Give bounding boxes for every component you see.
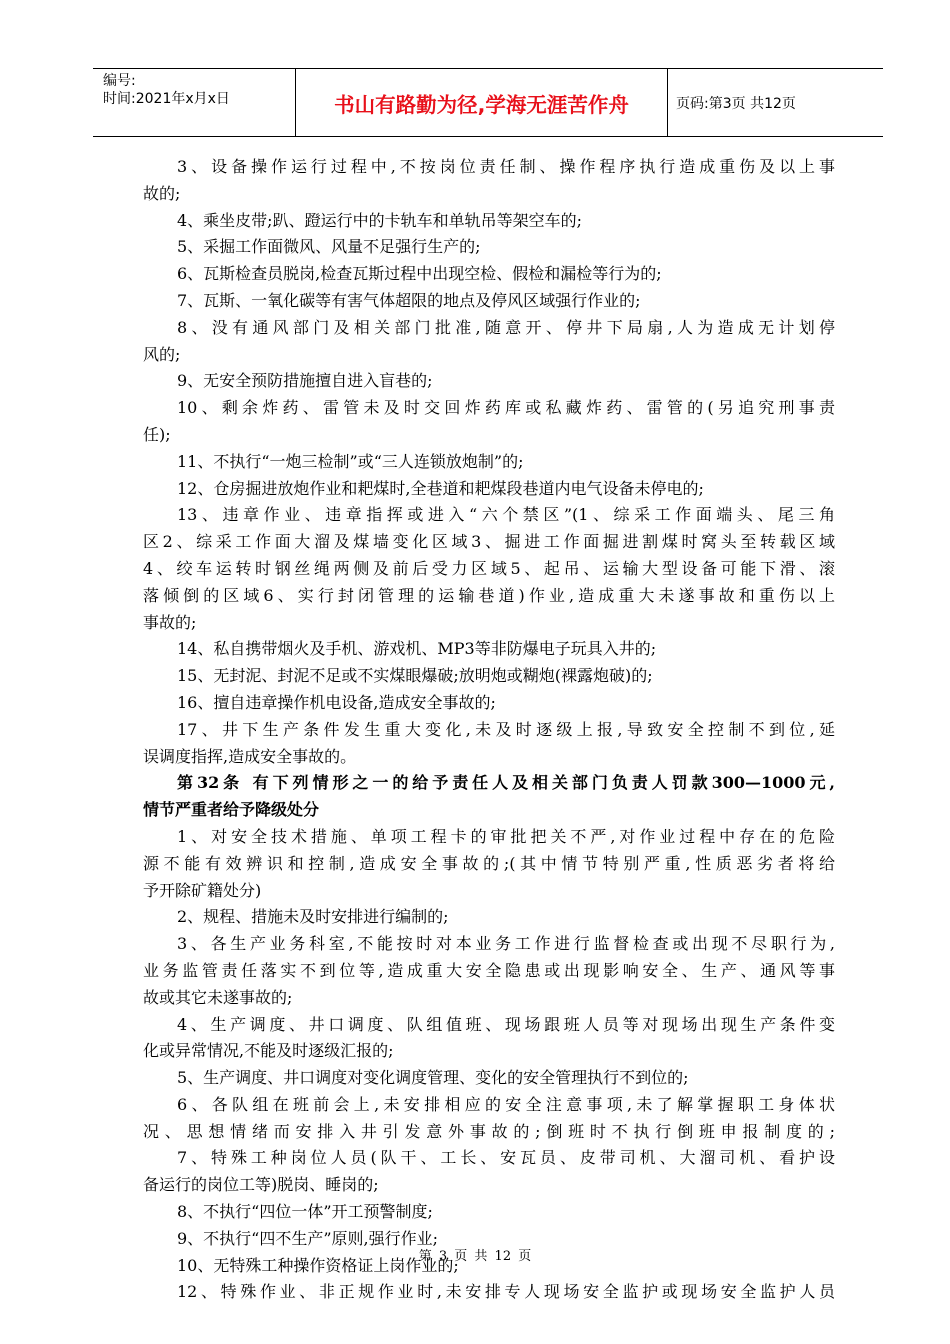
- text-line: 任);: [143, 424, 171, 444]
- text-line: 9、无安全预防措施擅自进入盲巷的;: [177, 371, 433, 391]
- text-line: 13、违章作业、违章指挥或进入“六个禁区”(1、综采工作面端头、尾三角: [177, 505, 835, 525]
- text-line: 14、私自携带烟火及手机、游戏机、MP3等非防爆电子玩具入井的;: [177, 639, 657, 659]
- page-footer: 第 3 页 共 12 页: [418, 1249, 532, 1264]
- text-line: 风的;: [143, 344, 181, 364]
- text-line: 备运行的岗位工等)脱岗、睡岗的;: [143, 1175, 379, 1195]
- text-line: 16、擅自违章操作机电设备,造成安全事故的;: [177, 692, 496, 712]
- article-heading-continued: 情节严重者给予降级处分: [143, 800, 320, 820]
- header-page-label: 页码:第3页 共12页: [676, 95, 796, 112]
- document-time-label: 时间:2021年x月x日: [103, 91, 230, 107]
- text-line: 4、乘坐皮带;趴、蹬运行中的卡轨车和单轨吊等架空车的;: [177, 210, 582, 230]
- text-line: 10、无特殊工种操作资格证上岗作业的;: [177, 1255, 459, 1275]
- text-line: 11、不执行“一炮三检制”或“三人连锁放炮制”的;: [177, 451, 524, 471]
- text-line: 化或异常情况,不能及时逐级汇报的;: [143, 1041, 394, 1061]
- text-line: 故的;: [143, 183, 181, 203]
- text-line: 10、剩余炸药、雷管未及时交回炸药库或私藏炸药、雷管的(另追究刑事责: [177, 398, 835, 418]
- text-line: 误调度指挥,造成安全事故的。: [143, 746, 357, 766]
- text-line: 源不能有效辨识和控制,造成安全事故的;(其中情节特别严重,性质恶劣者将给: [143, 853, 835, 873]
- text-line: 予开除矿籍处分): [143, 880, 262, 900]
- text-line: 6、各队组在班前会上,未安排相应的安全注意事项,未了解掌握职工身体状: [177, 1094, 835, 1114]
- text-line: 12、特殊作业、非正规作业时,未安排专人现场安全监护或现场安全监护人员: [177, 1282, 835, 1302]
- text-line: 况、思想情绪而安排入井引发意外事故的;倒班时不执行倒班申报制度的;: [143, 1121, 835, 1141]
- page-header: [93, 68, 883, 137]
- text-line: 15、无封泥、封泥不足或不实煤眼爆破;放明炮或糊炮(裸露炮破)的;: [177, 666, 653, 686]
- text-line: 8、不执行“四位一体”开工预警制度;: [177, 1202, 433, 1222]
- text-line: 区2、综采工作面大溜及煤墙变化区域3、掘进工作面掘进割煤时窝头至转载区域: [143, 532, 835, 552]
- text-line: 12、仓房掘进放炮作业和耙煤时,全巷道和耙煤段巷道内电气设备未停电的;: [177, 478, 704, 498]
- text-line: 8、没有通风部门及相关部门批准,随意开、停井下局扇,人为造成无计划停: [177, 317, 835, 337]
- header-motto: 书山有路勤为径,学海无涯苦作舟: [296, 69, 668, 136]
- text-line: 17、井下生产条件发生重大变化,未及时逐级上报,导致安全控制不到位,延: [177, 719, 835, 739]
- text-line: 4、生产调度、井口调度、队组值班、现场跟班人员等对现场出现生产条件变: [177, 1014, 835, 1034]
- text-line: 7、瓦斯、一氧化碳等有害气体超限的地点及停风区域强行作业的;: [177, 290, 641, 310]
- text-line: 3、设备操作运行过程中,不按岗位责任制、操作程序执行造成重伤及以上事: [177, 157, 835, 176]
- document-number-label: 编号:: [103, 73, 136, 89]
- text-line: 1、对安全技术措施、单项工程卡的审批把关不严,对作业过程中存在的危险: [177, 826, 835, 846]
- text-line: 事故的;: [143, 612, 197, 632]
- text-line: 故或其它未遂事故的;: [143, 987, 293, 1007]
- text-line: 5、采掘工作面微风、风量不足强行生产的;: [177, 237, 481, 257]
- text-line: 7、特殊工种岗位人员(队干、工长、安瓦员、皮带司机、大溜司机、看护设: [177, 1148, 835, 1168]
- text-line: 4、绞车运转时钢丝绳两侧及前后受力区域5、起吊、运输大型设备可能下滑、滚: [143, 558, 835, 578]
- article-heading: 第32条 有下列情形之一的给予责任人及相关部门负责人罚款300—1000元,: [177, 773, 835, 793]
- header-meta: [93, 69, 296, 136]
- text-line: 9、不执行“四不生产”原则,强行作业;: [177, 1228, 439, 1248]
- text-line: 落倾倒的区域6、实行封闭管理的运输巷道)作业,造成重大未遂事故和重伤以上: [143, 585, 835, 605]
- document-body: [143, 154, 835, 1306]
- text-line: 3、各生产业务科室,不能按时对本业务工作进行监督检查或出现不尽职行为,: [177, 934, 835, 954]
- text-line: 2、规程、措施未及时安排进行编制的;: [177, 907, 449, 927]
- text-line: 业务监管责任落实不到位等,造成重大安全隐患或出现影响安全、生产、通风等事: [143, 960, 835, 980]
- text-line: 5、生产调度、井口调度对变化调度管理、变化的安全管理执行不到位的;: [177, 1068, 689, 1088]
- text-line: 6、瓦斯检查员脱岗,检查瓦斯过程中出现空检、假检和漏检等行为的;: [177, 264, 662, 284]
